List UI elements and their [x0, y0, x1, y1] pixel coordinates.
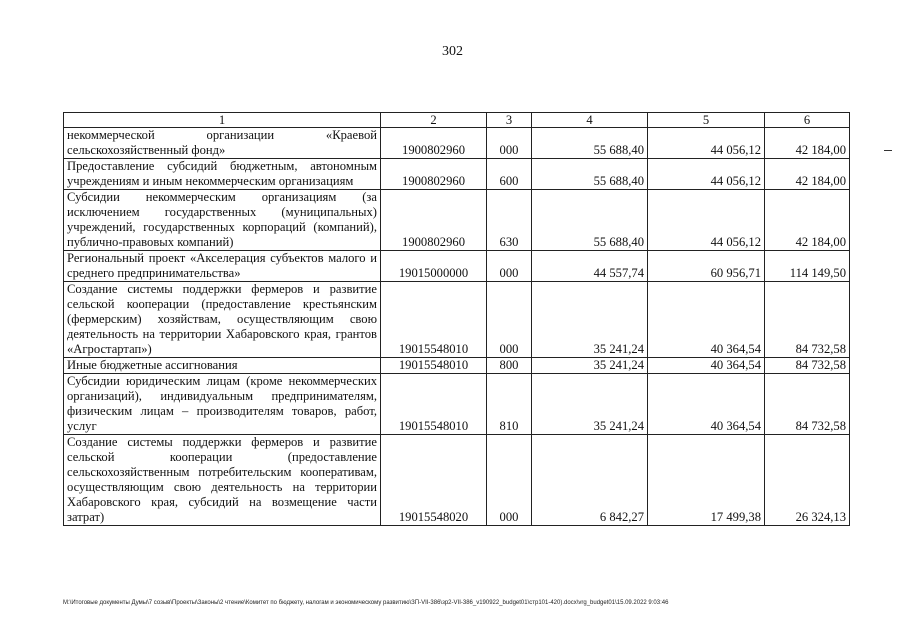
row-value-5: 60 956,71: [648, 251, 765, 282]
row-type: 600: [487, 159, 532, 190]
row-value-5: 44 056,12: [648, 190, 765, 251]
row-value-4: 35 241,24: [532, 358, 648, 374]
row-value-4: 44 557,74: [532, 251, 648, 282]
row-value-4: 6 842,27: [532, 435, 648, 526]
row-value-4: 55 688,40: [532, 159, 648, 190]
column-header: 5: [648, 113, 765, 128]
row-type: 810: [487, 374, 532, 435]
row-code: 1900802960: [381, 190, 487, 251]
page-number: 302: [442, 44, 463, 59]
row-value-6: 42 184,00: [765, 128, 850, 159]
row-type: 000: [487, 128, 532, 159]
table-row: [64, 374, 850, 435]
row-value-4: 55 688,40: [532, 128, 648, 159]
row-name: Создание системы поддержки фермеров и развитие сельской кооперации (предоставление сельскохозяйственным потребительским кооперативам, осуществляющим свою деятельность на территории Хабаровского края, субсидий на возмещение части затрат): [64, 435, 381, 526]
row-value-6: 84 732,58: [765, 282, 850, 358]
table-header-row: [64, 113, 850, 128]
row-value-6: 42 184,00: [765, 159, 850, 190]
row-code: 19015548010: [381, 282, 487, 358]
column-header: 3: [487, 113, 532, 128]
row-type: 800: [487, 358, 532, 374]
row-type: 000: [487, 435, 532, 526]
row-value-6: 42 184,00: [765, 190, 850, 251]
row-code: 19015548010: [381, 358, 487, 374]
row-value-6: 84 732,58: [765, 358, 850, 374]
table-row: [64, 128, 850, 159]
row-name: некоммерческой организации «Краевой сельскохозяйственный фонд»: [64, 128, 381, 159]
row-value-6: 114 149,50: [765, 251, 850, 282]
budget-table: [63, 112, 850, 526]
table-row: [64, 190, 850, 251]
row-value-5: 17 499,38: [648, 435, 765, 526]
row-value-4: 35 241,24: [532, 374, 648, 435]
margin-mark: [884, 150, 892, 151]
row-value-5: 44 056,12: [648, 128, 765, 159]
row-code: 19015548010: [381, 374, 487, 435]
row-type: 000: [487, 251, 532, 282]
row-value-6: 84 732,58: [765, 374, 850, 435]
row-value-5: 44 056,12: [648, 159, 765, 190]
row-name: Создание системы поддержки фермеров и развитие сельской кооперации (предоставление крестьянским (фермерским) хозяйствам, осуществляющим свою деятельность на территории Хабаровского края, грантов «Агростартап»): [64, 282, 381, 358]
table-row: [64, 435, 850, 526]
row-name: Региональный проект «Акселерация субъектов малого и среднего предпринимательства»: [64, 251, 381, 282]
row-name: Субсидии юридическим лицам (кроме некоммерческих организаций), индивидуальным предпринимателям, физическим лицам – производителям товаров, работ, услуг: [64, 374, 381, 435]
row-value-6: 26 324,13: [765, 435, 850, 526]
row-type: 000: [487, 282, 532, 358]
table-row: [64, 159, 850, 190]
row-code: 1900802960: [381, 159, 487, 190]
row-value-4: 35 241,24: [532, 282, 648, 358]
row-value-4: 55 688,40: [532, 190, 648, 251]
column-header: 1: [64, 113, 381, 128]
row-value-5: 40 364,54: [648, 374, 765, 435]
row-value-5: 40 364,54: [648, 358, 765, 374]
row-value-5: 40 364,54: [648, 282, 765, 358]
column-header: 2: [381, 113, 487, 128]
column-header: 6: [765, 113, 850, 128]
table-row: [64, 282, 850, 358]
row-name: Иные бюджетные ассигнования: [64, 358, 381, 374]
row-code: 19015000000: [381, 251, 487, 282]
row-name: Субсидии некоммерческим организациям (за исключением государственных (муниципальных) учреждений, государственных корпораций (компаний), публично-правовых компаний): [64, 190, 381, 251]
footer-file-path: M:\Итоговые документы Думы\7 созыв\Проекты\Законы\2 чтение\Комитет по бюджету, налогам и экономическому развитию\ЗП-VII-386\зр2-VII-386_v190922_budget01\стр101-420).docx\vrg_budget01\15.09.2022 9:03:46: [63, 600, 669, 606]
table-row: [64, 358, 850, 374]
row-code: 1900802960: [381, 128, 487, 159]
table-row: [64, 251, 850, 282]
row-code: 19015548020: [381, 435, 487, 526]
column-header: 4: [532, 113, 648, 128]
row-name: Предоставление субсидий бюджетным, автономным учреждениям и иным некоммерческим организациям: [64, 159, 381, 190]
row-type: 630: [487, 190, 532, 251]
